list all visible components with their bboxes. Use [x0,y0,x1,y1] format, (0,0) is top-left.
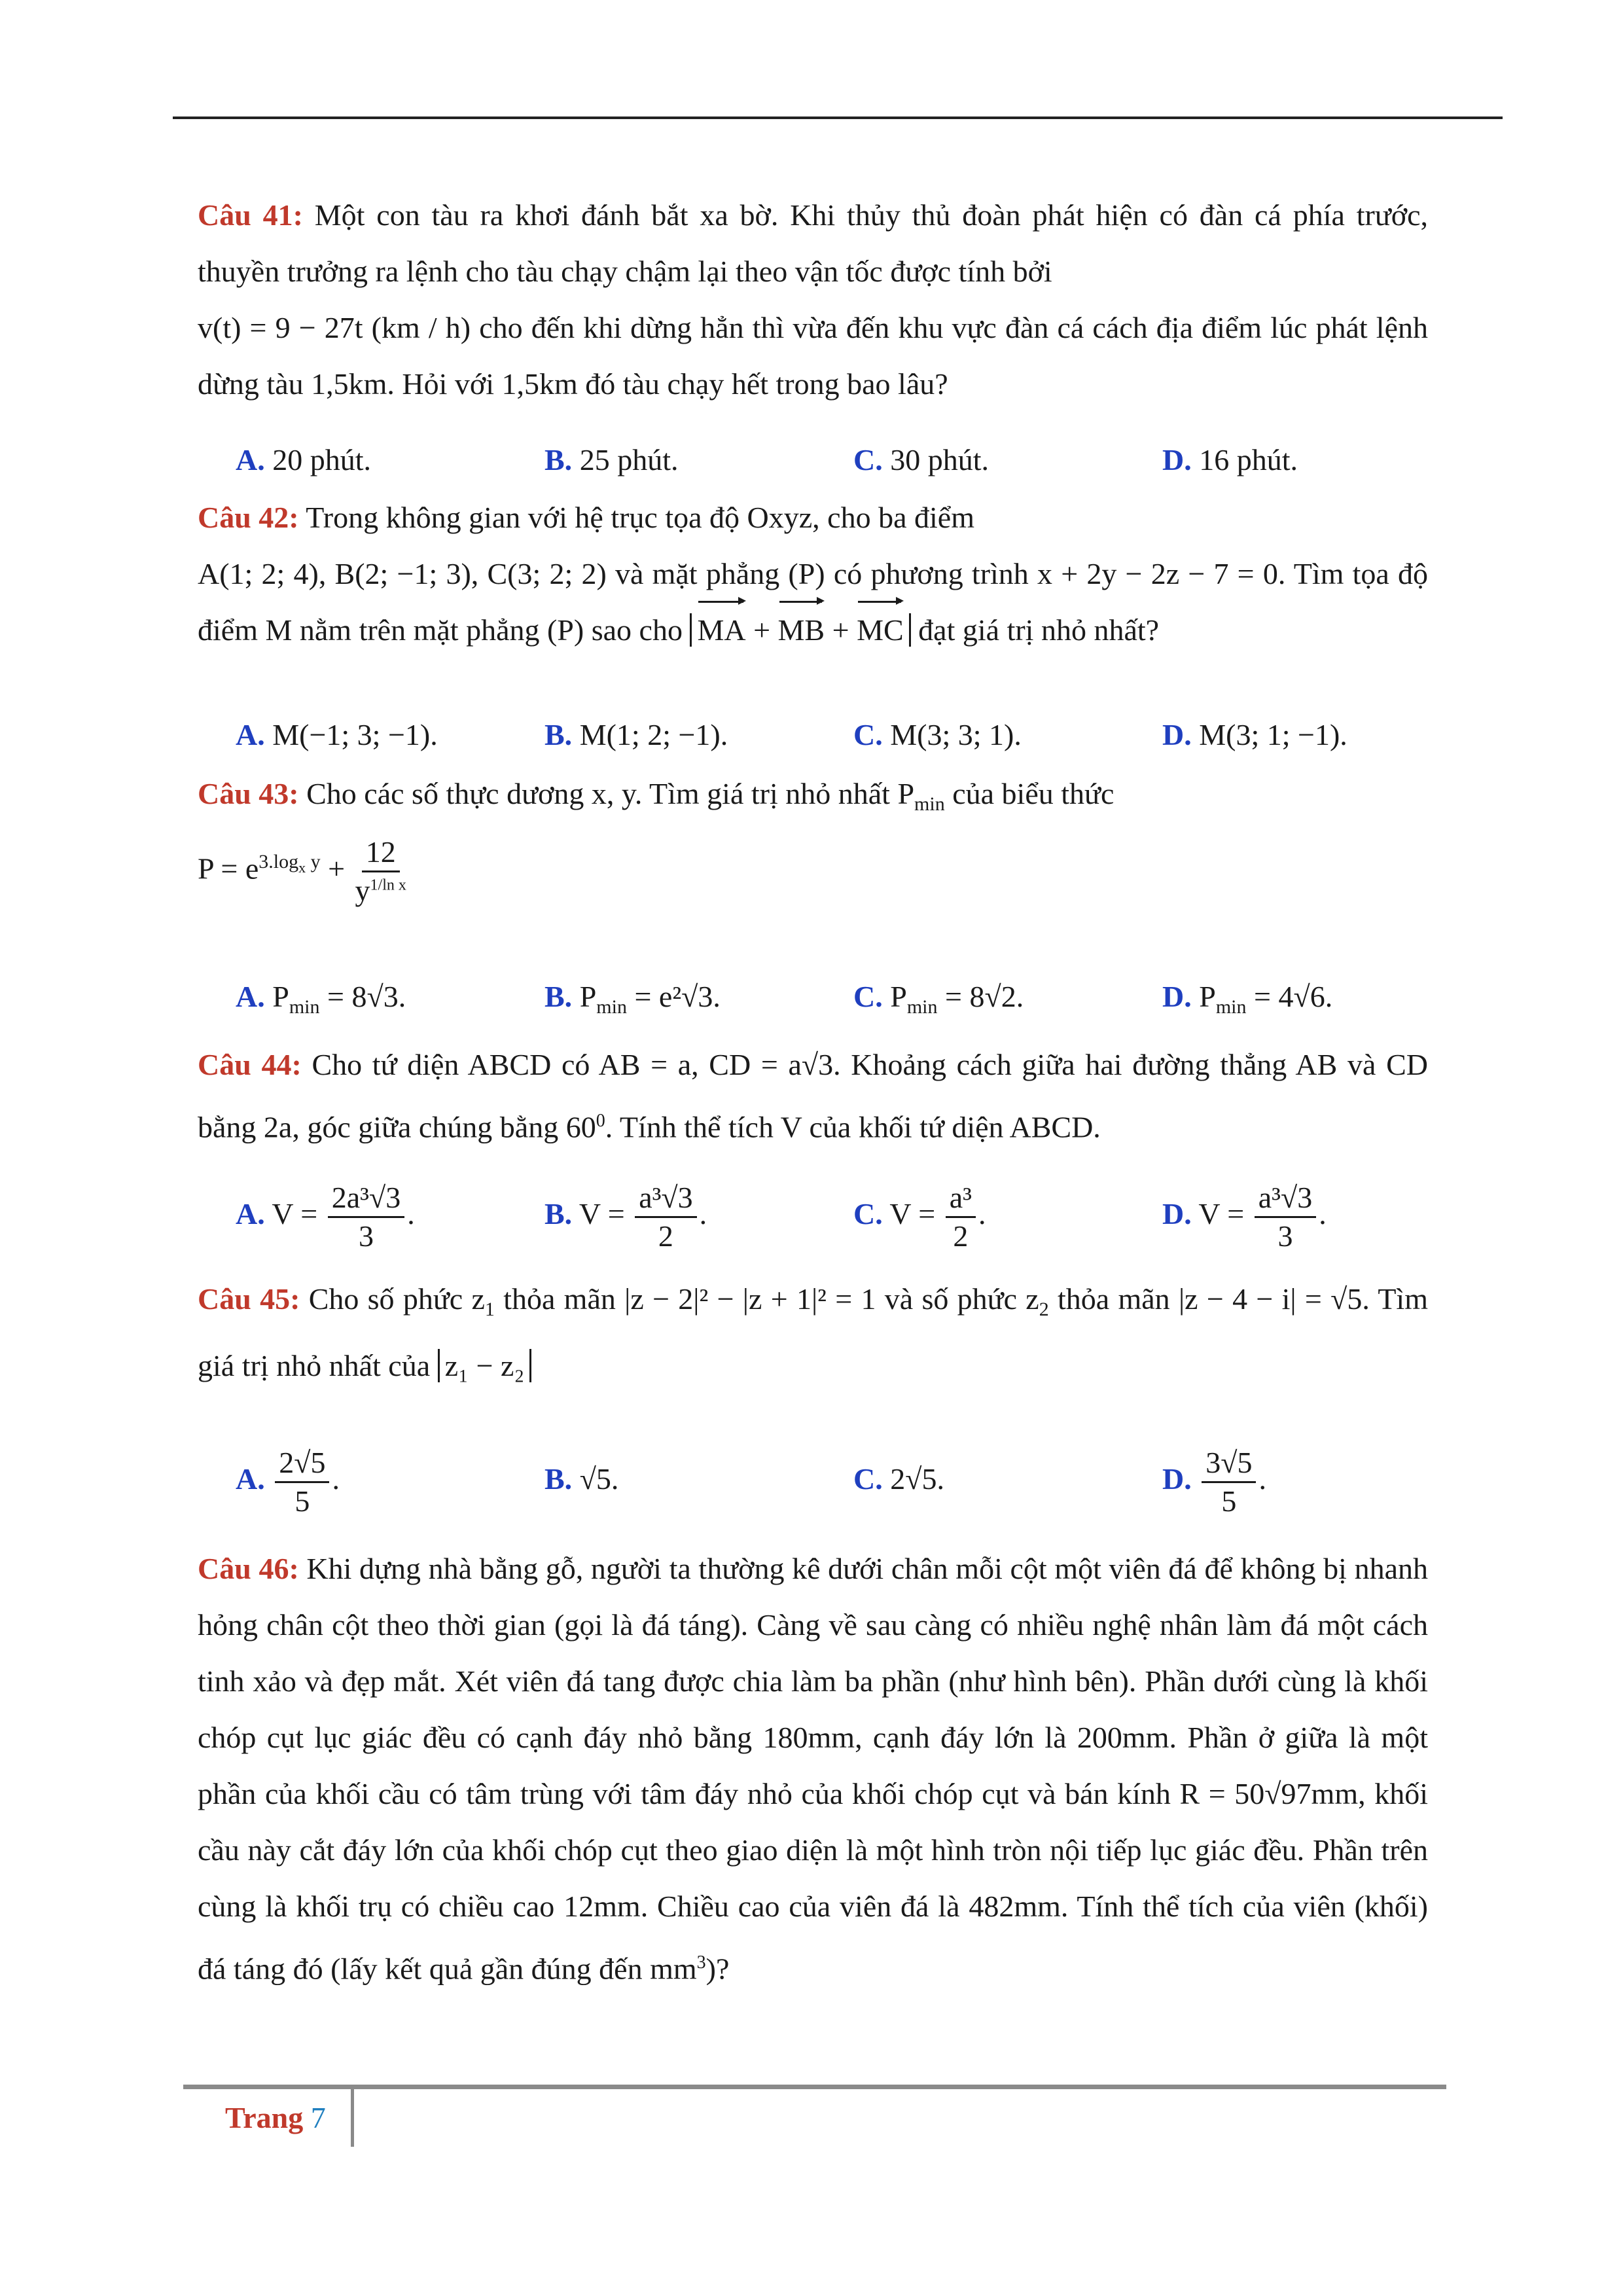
option-c[interactable]: C. M(3; 3; 1). [853,718,1022,751]
question-46 [198,1541,1428,1997]
question-43 [198,766,1428,907]
page-label: Trang [225,2101,304,2134]
page-footer [225,2098,326,2138]
question-label: Câu 42: [198,501,299,534]
page-number: 7 [310,2101,326,2134]
option-d[interactable]: D. 16 phút. [1162,443,1298,476]
option-d[interactable]: D. V = $\frac{\text{a³√3}}{3}$ . [1162,1180,1327,1253]
option-c[interactable]: C. 30 phút. [853,443,990,476]
condition: AB = a, CD = a√3 [598,1048,834,1081]
option-b[interactable]: B. $P_{min} = e^2√3$. [544,980,721,1018]
option-c[interactable]: C. 2√5. [853,1462,944,1496]
option-c[interactable]: C. V = $\frac{\text{a³}}{2}$ . [853,1180,986,1253]
question-44 [198,1037,1428,1155]
equation-z1: |z − 2|² − |z + 1|² = 1 [624,1282,876,1316]
question-41-text: Câu 41: Một con tàu ra khơi đánh bắt xa bờ. Khi thủy thủ đoàn phát hiện có đàn cá phía trước, thuyền trưởng ra lệnh cho tàu chạy chậm lại theo vận tốc được tính bởi v(t) = 9 − 27t (km / h) cho đến khi dừng hẳn thì vừa đến khu vực đàn cá cách địa điểm lúc phát lệnh dừng tàu 1,5km. Hỏi với 1,5km đó tàu chạy hết trong bao lâu? [198,198,1429,401]
question-45-options [236,1433,1427,1525]
question-label: Câu 45: [198,1282,300,1316]
option-d[interactable]: D. M(3; 1; −1). [1162,718,1347,751]
p-expression: $P = e^{3.log_x y}$ + $\frac{12}{y^{1/ln x}}$ [198,835,406,908]
vector-sum-magnitude: MA + MB + MC [690,613,910,647]
option-b[interactable]: B. √5. [544,1462,619,1496]
points-abc: A(1; 2; 4), B(2; −1; 3), C(3; 2; 2) [198,557,607,590]
velocity-formula: v(t) = 9 − 27t (km / h) [198,311,471,344]
footer-divider [351,2088,354,2147]
question-42-options [236,706,1427,764]
equation-z2: |z − 4 − i| = √5 [1178,1282,1363,1316]
option-d[interactable]: D. $\frac{3√5}{5}$ . [1162,1445,1266,1518]
question-45-text: Câu 45: Cho số phức $z_1$ thỏa mãn |z − 2|² − |z + 1|² = 1 và số phức $z_2$ thỏa mãn |z − 4 − i| = √5. Tìm giá trị nhỏ nhất của z₁ − z₂ [198,1282,1428,1383]
question-44-text: Câu 44: Cho tứ diện ABCD có AB = a, CD = a√3. Khoảng cách giữa hai đường thẳng AB và CD bằng 2a, góc giữa chúng bằng $60^0$. Tính thể tích V của khối tứ diện ABCD. [198,1048,1428,1144]
option-b[interactable]: B. M(1; 2; −1). [544,718,728,751]
option-d[interactable]: D. $P_{min} = 4√6$. [1162,980,1333,1018]
option-c[interactable]: C. $P_{min} = 8√2$. [853,980,1024,1018]
plane-equation: x + 2y − 2z − 7 = 0 [1037,557,1278,590]
option-b[interactable]: B. V = $\frac{\text{a³√3}}{2}$ . [544,1180,707,1253]
option-b[interactable]: B. 25 phút. [544,443,679,476]
question-label: Câu 41: [198,198,303,232]
option-a[interactable]: A. 20 phút. [236,443,372,476]
question-43-text: Câu 43: Cho các số thực dương x, y. Tìm giá trị nhỏ nhất $P_{min}$ của biểu thức [198,777,1115,816]
p-fraction: $\frac{12}{y^{1/ln x}}$ [355,835,406,908]
modulus-difference: z₁ − z₂ [438,1349,532,1382]
question-43-options [236,967,1427,1026]
header-rule [173,117,1503,119]
radius-formula: R = 50√97mm [1179,1777,1359,1810]
question-label: Câu 46: [198,1552,299,1585]
question-label: Câu 43: [198,777,299,810]
question-41-options [236,431,1427,490]
question-42 [198,490,1428,658]
question-label: Câu 44: [198,1048,302,1081]
question-45 [198,1271,1428,1394]
option-a[interactable]: A. M(−1; 3; −1). [236,718,438,751]
question-41 [198,187,1428,412]
footer-rule [183,2085,1446,2089]
option-a[interactable]: A. V = $\frac{\text{2a³√3}}{3}$ . [236,1180,415,1253]
question-42-text: Câu 42: Trong không gian với hệ trục tọa độ Oxyz, cho ba điểm A(1; 2; 4), B(2; −1; 3), C(3; 2; 2) và mặt phẳng (P) có phương trình x + 2y − 2z − 7 = 0. Tìm tọa độ điểm M nằm trên mặt phẳng (P) sao cho MA + MB + MC đạt giá trị nhỏ nhất? [198,490,1428,658]
option-a[interactable]: A. $\frac{2√5}{5}$ . [236,1445,340,1518]
question-44-options [236,1172,1427,1257]
question-46-text: Câu 46: Khi dựng nhà bằng gỗ, người ta thường kê dưới chân mỗi cột một viên đá để không bị nhanh hỏng chân cột theo thời gian (gọi là đá táng). Càng về sau càng có nhiều nghệ nhân làm đá một cách tinh xảo và đẹp mắt. Xét viên đá tang được chia làm ba phần (như hình bên). Phần dưới cùng là khối chóp cụt lục giác đều có cạnh đáy nhỏ bằng 180mm, cạnh đáy lớn là 200mm. Phần ở giữa là một phần của khối cầu có tâm trùng với tâm đáy nhỏ của khối chóp cụt và bán kính R = 50√97mm, khối cầu này cắt đáy lớn của khối chóp cụt theo giao diện là một hình tròn nội tiếp lục giác đều. Phần trên cùng là khối trụ có chiều cao 12mm. Chiều cao của viên đá là 482mm. Tính thể tích của viên (khối) đá táng đó (lấy kết quả gần đúng đến $mm^3$)? [198,1552,1429,1986]
option-a[interactable]: A. $P_{min} = 8√3$. [236,980,406,1018]
